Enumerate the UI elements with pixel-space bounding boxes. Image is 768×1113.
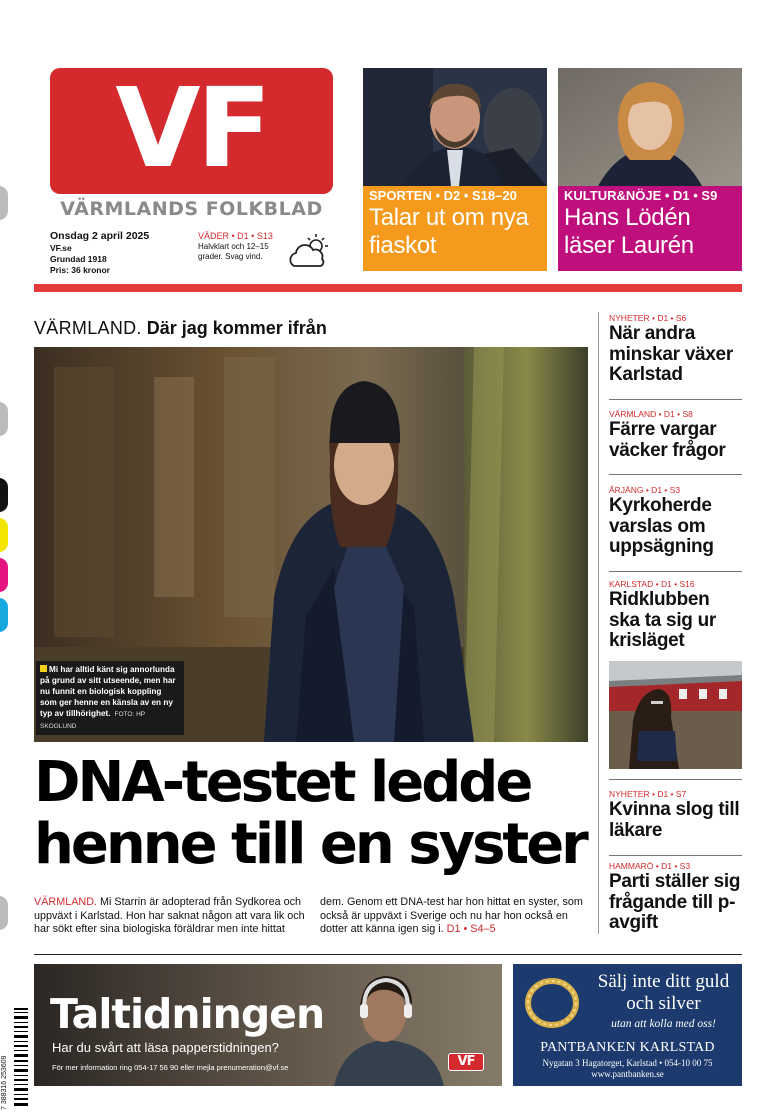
promo-band [558, 186, 742, 271]
brief-kicker: NYHETER • D1 • S6 [609, 313, 687, 323]
registration-mark [0, 518, 8, 552]
brief-kicker: HAMMARÖ • D1 • S3 [609, 861, 691, 871]
brief-title: Färre vargar väcker frågor [609, 419, 726, 461]
barcode-digits: 7 388316 253609 [1, 1055, 8, 1110]
brief-kicker: ÅRJÄNG • D1 • S3 [609, 485, 681, 495]
registration-mark [0, 558, 8, 592]
brief-kicker: VÄRMLAND • D1 • S8 [609, 409, 693, 419]
ad-website: www.pantbanken.se [591, 1069, 664, 1079]
registration-mark [0, 478, 8, 512]
bottom-rule [34, 954, 742, 955]
section-label: VÄRMLAND. [34, 318, 142, 338]
brief-item[interactable] [609, 861, 743, 934]
divider [609, 571, 742, 572]
edition-info [50, 230, 149, 276]
brief-title: Ridklubben ska ta sig ur krisläget [609, 589, 716, 651]
photo-credit: FOTO: HP SKOGLUND [40, 711, 145, 730]
logo-text: VF [115, 64, 268, 192]
divider [609, 399, 742, 400]
ad-taltidningen[interactable] [34, 964, 502, 1086]
brief-kicker: NYHETER • D1 • S7 [609, 789, 687, 799]
divider [609, 779, 742, 780]
promo-title: Hans Lödén läser Laurén [564, 204, 694, 259]
brief-title: Kyrkoherde varslas om uppsägning [609, 495, 714, 557]
brief-item[interactable] [609, 409, 743, 461]
registration-mark [0, 598, 8, 632]
ad-address: Nygatan 3 Hagatorget, Karlstad • 054-10 00 75 [542, 1058, 713, 1068]
culture-photo [558, 68, 742, 186]
brief-item[interactable] [609, 313, 743, 386]
vf-small-logo: VF [448, 1053, 484, 1071]
founded: Grundad 1918 [50, 254, 107, 264]
photo-caption [36, 661, 184, 735]
lead-ref: D1 • S4–5 [446, 923, 496, 935]
promo-kicker: SPORTEN • D2 • S18–20 [369, 188, 517, 203]
ad-headline: Taltidningen [50, 990, 325, 1038]
lead-text [34, 896, 594, 937]
promo-title: Talar ut om nya fiaskot [369, 204, 529, 259]
vf-logo[interactable] [50, 64, 333, 194]
section-heading [34, 318, 327, 339]
registration-mark [0, 186, 8, 220]
paper-name: VÄRMLANDS FOLKBLAD [60, 198, 323, 220]
section-tagline: Där jag kommer ifrån [146, 318, 327, 338]
weather-text: Halvklart och 12–15 grader. Svag vind. [198, 242, 269, 261]
horse-photo[interactable] [609, 661, 742, 769]
website: VF.se [50, 243, 72, 253]
registration-mark [0, 402, 8, 436]
brief-title: Kvinna slog till läkare [609, 799, 740, 841]
column-divider [598, 312, 599, 934]
headline-line: DNA-testet ledde [34, 750, 531, 815]
lead-body: Mi Starrin är adopterad från Sydkorea och uppväxt i Karlstad. Hon har saknat någon att vara lik och har sökt efter sina biologiska föräldrar men inte hittat dem. Genom ett DNA-test har hon hittat en syster, som också är uppväxt i Sverige och nu har hon också en dotter att känna igen sig i. [34, 896, 583, 935]
weather-box[interactable] [198, 230, 288, 262]
brief-item[interactable] [609, 789, 743, 841]
lead-place: VÄRMLAND. [34, 896, 97, 908]
divider [609, 474, 742, 475]
brief-item[interactable] [609, 485, 743, 558]
divider [609, 855, 742, 856]
brief-title: När andra minskar växer Karlstad [609, 323, 733, 385]
promo-culture[interactable] [558, 68, 742, 271]
ad-company: PANTBANKEN KARLSTAD [540, 1040, 715, 1055]
issue-date: Onsdag 2 april 2025 [50, 230, 150, 242]
partly-cloudy-icon [288, 232, 330, 270]
headline-line: henne till en syster [34, 812, 586, 877]
ad-line-3: utan att kolla med oss! [611, 1018, 716, 1030]
weather-label: VÄDER • D1 • S13 [198, 231, 273, 241]
masthead-rule [34, 284, 742, 292]
gold-bracelet-icon [523, 974, 581, 1032]
caption-marker [40, 665, 47, 672]
ad-line-2: och silver [626, 993, 701, 1014]
promo-kicker: KULTUR&NÖJE • D1 • S9 [564, 188, 718, 203]
ad-contact: För mer information ring 054-17 56 90 eller mejla prenumeration@vf.se [52, 1063, 289, 1072]
brief-title: Parti ställer sig frågande till p-avgift [609, 871, 741, 933]
ad-line-1: Sälj inte ditt guld [597, 971, 730, 992]
brief-kicker: KARLSTAD • D1 • S16 [609, 579, 695, 589]
main-headline[interactable] [34, 752, 594, 876]
registration-mark [0, 896, 8, 930]
brief-item[interactable] [609, 579, 743, 652]
ad-subtitle: Har du svårt att läsa papperstidningen? [52, 1040, 279, 1055]
caption-text: Mi har alltid känt sig annorlunda på grund av sitt utseende, men har nu funnit en biologisk koppling som ger henne en känsla av en ny typ av tillhörighet. [40, 665, 176, 718]
sports-photo [363, 68, 547, 186]
promo-sports[interactable] [363, 68, 547, 271]
ad-pantbanken[interactable] [513, 964, 742, 1086]
price: Pris: 36 kronor [50, 265, 110, 275]
promo-band [363, 186, 547, 271]
